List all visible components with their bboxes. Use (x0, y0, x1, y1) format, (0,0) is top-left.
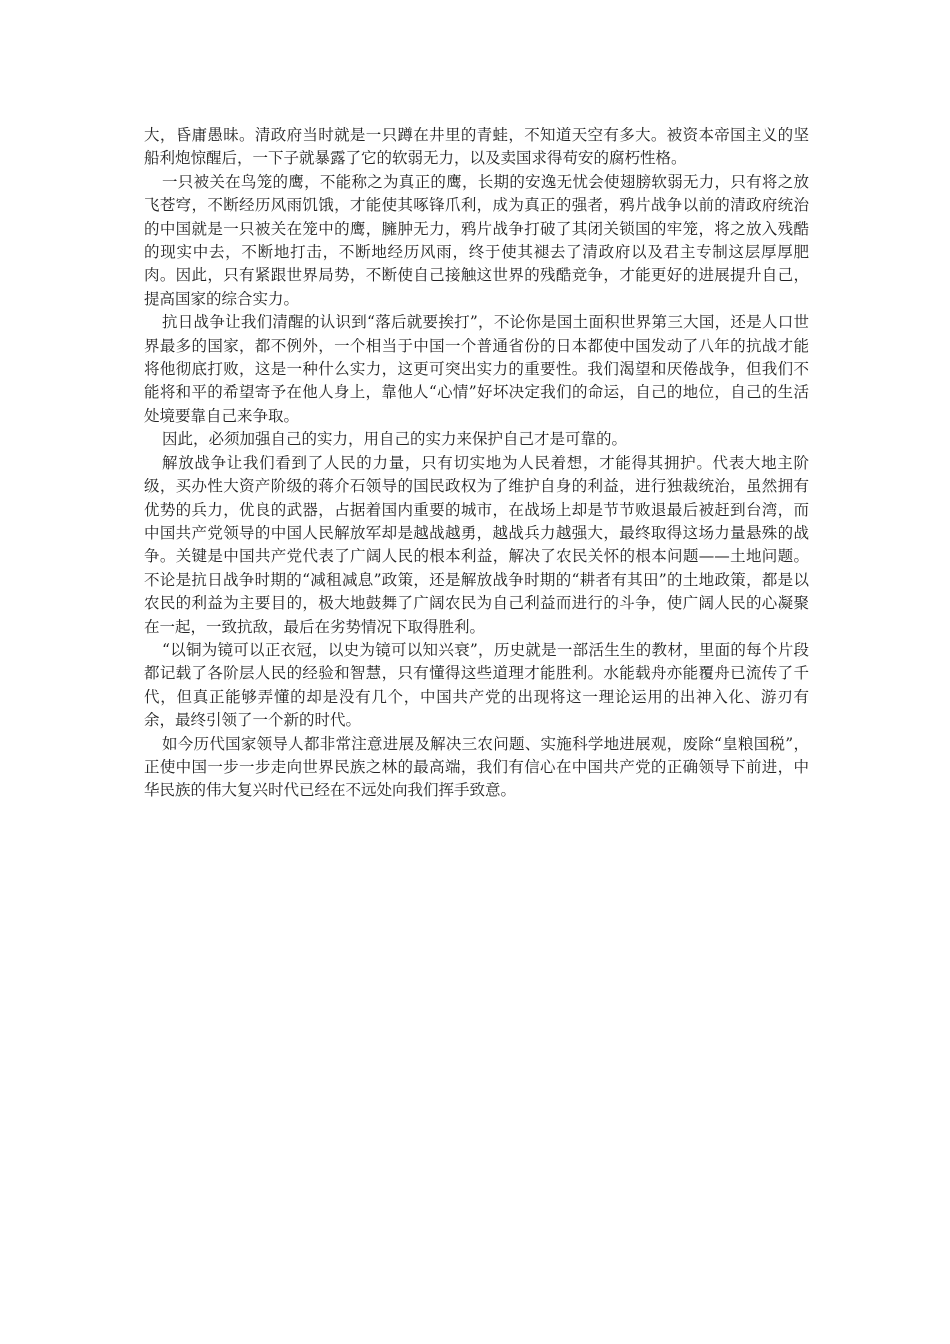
paragraph-2: 一只被关在鸟笼的鹰，不能称之为真正的鹰，长期的安逸无忧会使翅膀软弱无力，只有将之放飞苍穹，不断经历风雨饥饿，才能使其啄锋爪利，成为真正的强者，鸦片战争以前的清政府统治的中国就是一只被关在笼中的鹰，臃肿无力，鸦片战争打破了其闭关锁国的牢笼，将之放入残酷的现实中去，不断地打击，不断地经历风雨，终于使其褪去了清政府以及君主专制这层厚厚肥肉。因此，只有紧跟世界局势，不断使自己接触这世界的残酷竞争，才能更好的进展提升自己，提高国家的综合实力。 (144, 172, 809, 308)
paragraph-5: 解放战争让我们看到了人民的力量，只有切实地为人民着想，才能得其拥护。代表大地主阶级，买办性大资产阶级的蒋介石领导的国民政权为了维护自身的利益，进行独裁统治，虽然拥有优势的兵力，优良的武器，占据着国内重要的城市，在战场上却是节节败退最后被赶到台湾，而中国共产党领导的中国人民解放军却是越战越勇，越战兵力越强大，最终取得这场力量悬殊的战争。关键是中国共产党代表了广阔人民的根本利益，解决了农民关怀的根本问题——土地问题。不论是抗日战争时期的“减租减息”政策，还是解放战争时期的“耕者有其田”的土地政策，都是以农民的利益为主要目的，极大地鼓舞了广阔农民为自己利益而进行的斗争，使广阔人民的心凝聚在一起，一致抗敌，最后在劣势情况下取得胜利。 (144, 453, 809, 636)
paragraph-1: 大，昏庸愚昧。清政府当时就是一只蹲在井里的青蛙，不知道天空有多大。被资本帝国主义的坚船利炮惊醒后，一下子就暴露了它的软弱无力，以及卖国求得苟安的腐朽性格。 (144, 126, 809, 168)
document-body (144, 124, 809, 803)
paragraph-6: “以铜为镜可以正衣冠，以史为镜可以知兴衰”，历史就是一部活生生的教材，里面的每个片段都记载了各阶层人民的经验和智慧，只有懂得这些道理才能胜利。水能载舟亦能覆舟已流传了千代，但真正能够弄懂的却是没有几个，中国共产党的出现将这一理论运用的出神入化、游刃有余，最终引领了一个新的时代。 (144, 640, 809, 730)
paragraph-3: 抗日战争让我们清醒的认识到“落后就要挨打”，不论你是国土面积世界第三大国，还是人口世界最多的国家，都不例外，一个相当于中国一个普通省份的日本都使中国发动了八年的抗战才能将他彻底打败，这是一种什么实力，这更可突出实力的重要性。我们渴望和厌倦战争，但我们不能将和平的希望寄予在他人身上，靠他人“心情”好坏决定我们的命运，自己的地位，自己的生活处境要靠自己来争取。 (144, 313, 809, 425)
paragraph-4: 因此，必须加强自己的实力，用自己的实力来保护自己才是可靠的。 (162, 430, 628, 449)
paragraph-7: 如今历代国家领导人都非常注意进展及解决三农问题、实施科学地进展观，废除“皇粮国税”，正使中国一步一步走向世界民族之林的最高端，我们有信心在中国共产党的正确领导下前进，中华民族的伟大复兴时代已经在不远处向我们挥手致意。 (144, 734, 809, 800)
